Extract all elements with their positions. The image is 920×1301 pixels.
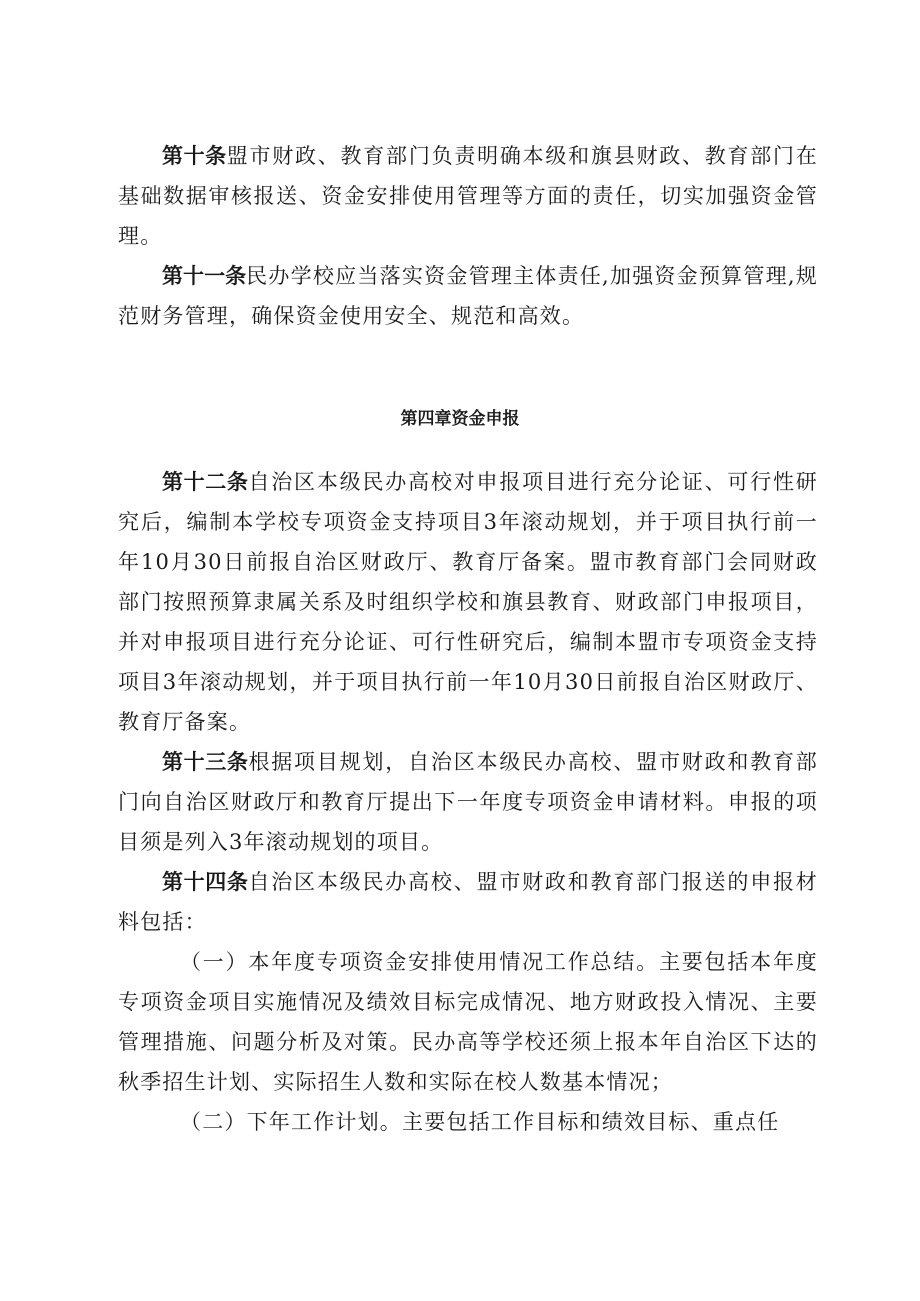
- article-10: [118, 136, 818, 256]
- article-10-text: 盟市财政、教育部门负责明确本级和旗县财政、教育部门在基础数据审核报送、资金安排使用管理等方面的责任，切实加强资金管理。: [118, 144, 819, 248]
- article-12-text: 自治区本级民办高校对申报项目进行充分论证、可行性研究后，编制本学校专项资金支持项目3年滚动规划，并于项目执行前一年10月30日前报自治区财政厅、教育厅备案。盟市教育部门会同财政部门按照预算隶属关系及时组织学校和旗县教育、财政部门申报项目，并对申报项目进行充分论证、可行性研究后，编制本盟市专项资金支持项目3年滚动规划，并于项目执行前一年10月30日前报自治区财政厅、教育厅备案。: [118, 470, 819, 734]
- article-10-label: 第十条: [162, 144, 227, 168]
- article-11-label: 第十一条: [162, 264, 247, 288]
- article-13: [118, 742, 818, 862]
- article-11: [118, 256, 818, 336]
- article-14-text: 自治区本级民办高校、盟市财政和教育部门报送的申报材料包括：: [118, 870, 819, 934]
- list-item-2: （二）下年工作计划。主要包括工作目标和绩效目标、重点任: [180, 1110, 780, 1134]
- article-12: [118, 462, 818, 742]
- article-14: [118, 862, 818, 942]
- article-13-text: 根据项目规划，自治区本级民办高校、盟市财政和教育部门向自治区财政厅和教育厅提出下一年度专项资金申请材料。申报的项目须是列入3年滚动规划的项目。: [118, 750, 819, 854]
- article-11-text: 民办学校应当落实资金管理主体责任,加强资金预算管理,规范财务管理，确保资金使用安全、规范和高效。: [118, 264, 819, 328]
- article-12-label: 第十二条: [162, 470, 249, 494]
- article-14-label: 第十四条: [162, 870, 249, 894]
- article-13-label: 第十三条: [162, 750, 249, 774]
- chapter-title: 第四章资金申报: [400, 409, 520, 429]
- list-item-1: （一）本年度专项资金安排使用情况工作总结。主要包括本年度专项资金项目实施情况及绩效目标完成情况、地方财政投入情况、主要管理措施、问题分析及对策。民办高等学校还须上报本年自治区下达的秋季招生计划、实际招生人数和实际在校人数基本情况；: [118, 950, 818, 1094]
